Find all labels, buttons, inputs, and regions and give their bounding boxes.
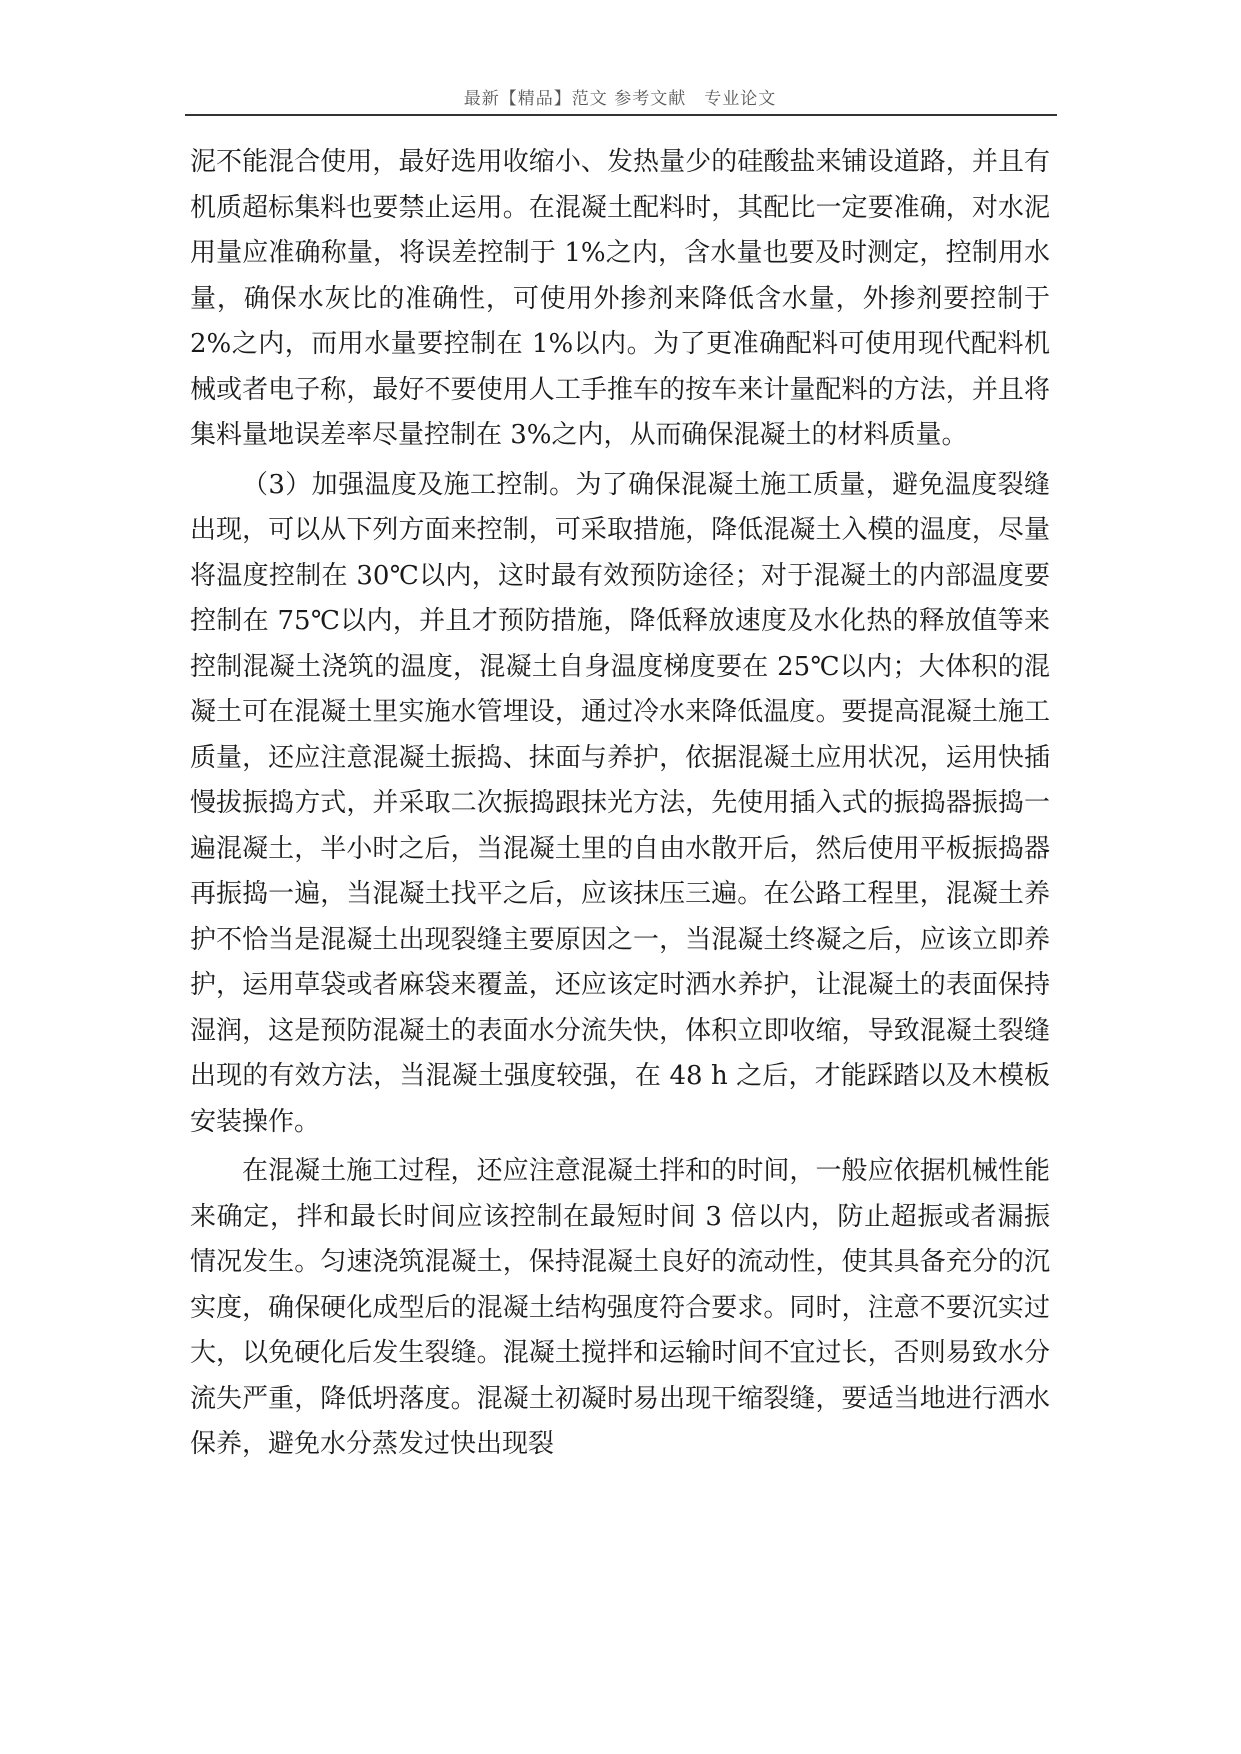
header-divider (185, 114, 1057, 116)
paragraph-2: （3）加强温度及施工控制。为了确保混凝土施工质量，避免温度裂缝出现，可以从下列方面来控制，可采取措施，降低混凝土入模的温度，尽量将温度控制在 30℃以内，这时最有效预防途径；对于混凝土的内部温度要控制在 75℃以内，并且才预防措施，降低释放速度及水化热的释放值等来控制混凝土浇筑的温度，混凝土自身温度梯度要在 25℃以内；大体积的混凝土可在混凝土里实施水管埋设，通过冷水来降低温度。要提高混凝土施工质量，还应注意混凝土振捣、抹面与养护，依据混凝土应用状况，运用快插慢拔振捣方式，并采取二次振捣跟抹光方法，先使用插入式的振捣器振捣一遍混凝土，半小时之后，当混凝土里的自由水散开后，然后使用平板振捣器再振捣一遍，当混凝土找平之后，应该抹压三遍。在公路工程里，混凝土养护不恰当是混凝土出现裂缝主要原因之一，当混凝土终凝之后，应该立即养护，运用草袋或者麻袋来覆盖，还应该定时洒水养护，让混凝土的表面保持湿润，这是预防混凝土的表面水分流失快，体积立即收缩，导致混凝土裂缝出现的有效方法，当混凝土强度较强，在 48 h 之后，才能踩踏以及木模板安装操作。 (190, 469, 1050, 1137)
document-body (190, 140, 1050, 1468)
page-header: 最新【精品】范文 参考文献 专业论文 (463, 89, 777, 109)
paragraph-3: 在混凝土施工过程，还应注意混凝土拌和的时间，一般应依据机械性能来确定，拌和最长时间应该控制在最短时间 3 倍以内，防止超振或者漏振情况发生。匀速浇筑混凝土，保持混凝土良好的流动性，使其具备充分的沉实度，确保硬化成型后的混凝土结构强度符合要求。同时，注意不要沉实过大，以免硬化后发生裂缝。混凝土搅拌和运输时间不宜过长，否则易致水分流失严重，降低坍落度。混凝土初凝时易出现干缩裂缝，要适当地进行洒水保养，避免水分蒸发过快出现裂 (190, 1156, 1050, 1459)
paragraph-1: 泥不能混合使用，最好选用收缩小、发热量少的硅酸盐来铺设道路，并且有机质超标集料也要禁止运用。在混凝土配料时，其配比一定要准确，对水泥用量应准确称量，将误差控制于 1%之内，含水量也要及时测定，控制用水量，确保水灰比的准确性，可使用外掺剂来降低含水量，外掺剂要控制于 2%之内，而用水量要控制在 1%以内。为了更准确配料可使用现代配料机械或者电子称，最好不要使用人工手推车的按车来计量配料的方法，并且将集料量地误差率尽量控制在 3%之内，从而确保混凝土的材料质量。 (190, 147, 1050, 450)
